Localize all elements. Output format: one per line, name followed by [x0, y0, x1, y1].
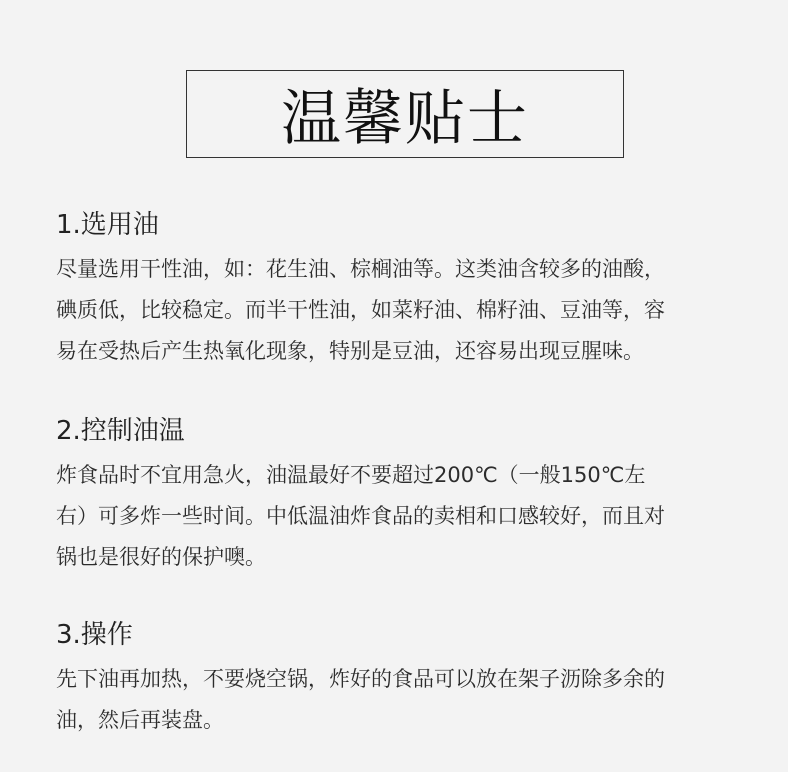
body-line: 碘质低，比较稳定。而半干性油，如菜籽油、棉籽油、豆油等，容 [56, 298, 665, 322]
section-oil-selection [56, 210, 762, 372]
body-line: 易在受热后产生热氧化现象，特别是豆油，还容易出现豆腥味。 [56, 339, 644, 363]
body-line: 尽量选用干性油，如：花生油、棕榈油等。这类油含较多的油酸， [56, 257, 665, 281]
section-heading: 1.选用油 [56, 210, 159, 240]
section-heading: 3.操作 [56, 620, 133, 650]
body-line: 先下油再加热，不要烧空锅，炸好的食品可以放在架子沥除多余的 [56, 667, 665, 691]
body-line: 锅也是很好的保护噢。 [56, 545, 266, 569]
body-line: 炸食品时不宜用急火，油温最好不要超过200℃（一般150℃左 [56, 463, 646, 487]
section-body [56, 659, 762, 741]
title-box [186, 70, 624, 158]
page-title: 温馨贴士 [281, 84, 529, 154]
body-line: 油，然后再装盘。 [56, 708, 224, 732]
section-oil-temperature [56, 416, 762, 578]
section-heading: 2.控制油温 [56, 416, 185, 446]
section-body [56, 249, 762, 372]
section-operation [56, 620, 762, 741]
body-line: 右）可多炸一些时间。中低温油炸食品的卖相和口感较好，而且对 [56, 504, 665, 528]
section-body [56, 455, 762, 578]
